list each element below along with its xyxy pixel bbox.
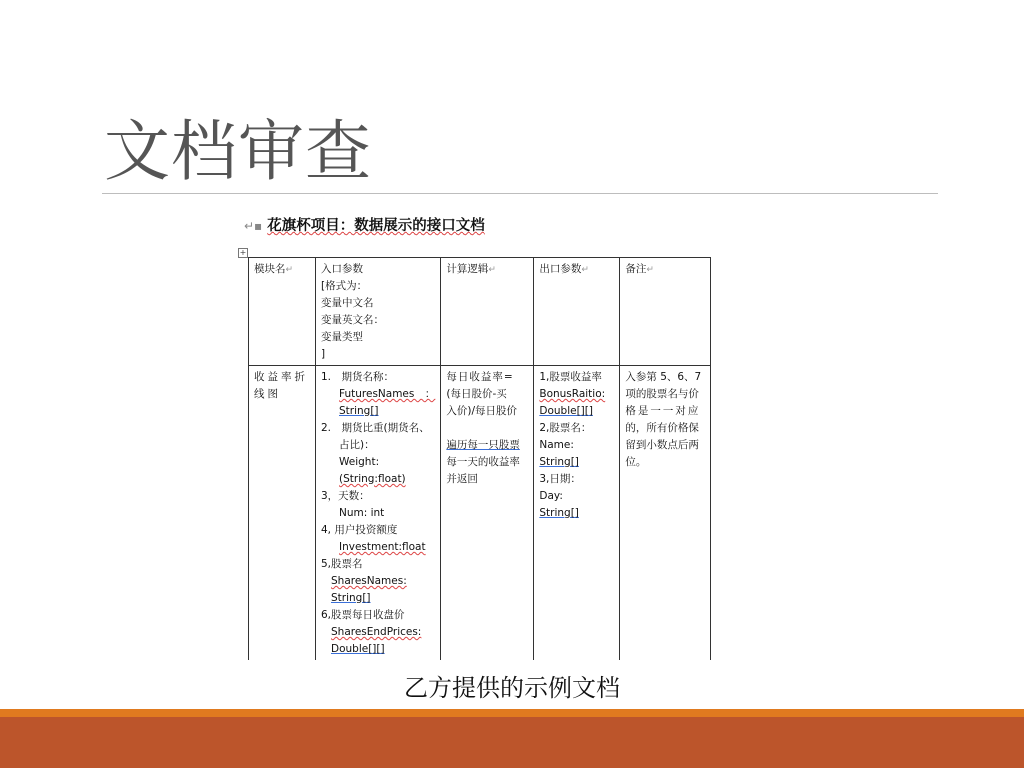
header-exit-params: 出口参数↵ — [534, 258, 620, 366]
header-remarks: 备注↵ — [620, 258, 711, 366]
document-heading — [244, 214, 485, 235]
header-module-name: 模块名↵ — [249, 258, 316, 366]
header-logic: 计算逻辑↵ — [441, 258, 534, 366]
title-divider — [102, 193, 938, 194]
cell-remarks: 入参第 5、6、7 项的股票名与价 格是一一对应 的，所有价格保 留到小数点后两 位。 — [620, 366, 711, 661]
cell-entry-params: 1. 期货名称： FuturesNames ： String[] 2. 期货比重(期货名、 占比)： Weight: (String:float) 3，天数： Num: int 4, 用户投资额度 Investment:float 5,股票名 SharesNames: String[] 6,股票每日收盘价 SharesEndPrices: Double[][] — [316, 366, 441, 661]
footer-accent-stripe — [0, 709, 1024, 717]
table-row — [249, 366, 711, 661]
footer-accent-band — [0, 717, 1024, 768]
table-move-handle-icon[interactable]: + — [239, 248, 247, 257]
cell-exit-params: 1,股票收益率 BonusRaitio: Double[][] 2,股票名： Name: String[] 3,日期： Day: String[] — [534, 366, 620, 661]
cell-module-name: 收益率折线图 — [249, 366, 316, 661]
interface-table — [248, 257, 711, 660]
cell-logic: 每日收益率= (每日股价-买 入价)/每日股价 遍历每一只股票 每一天的收益率 并返回 — [441, 366, 534, 661]
header-entry-params: 入口参数 [格式为： 变量中文名 变量英文名： 变量类型 ] — [316, 258, 441, 366]
document-heading-text: 花旗杯项目：数据展示的接口文档 — [267, 218, 485, 234]
table-header-row — [249, 258, 711, 366]
slide-caption: 乙方提供的示例文档 — [404, 674, 620, 702]
slide-title: 文档审查 — [104, 113, 372, 190]
paragraph-mark-icon: ↵▪ — [244, 219, 263, 233]
